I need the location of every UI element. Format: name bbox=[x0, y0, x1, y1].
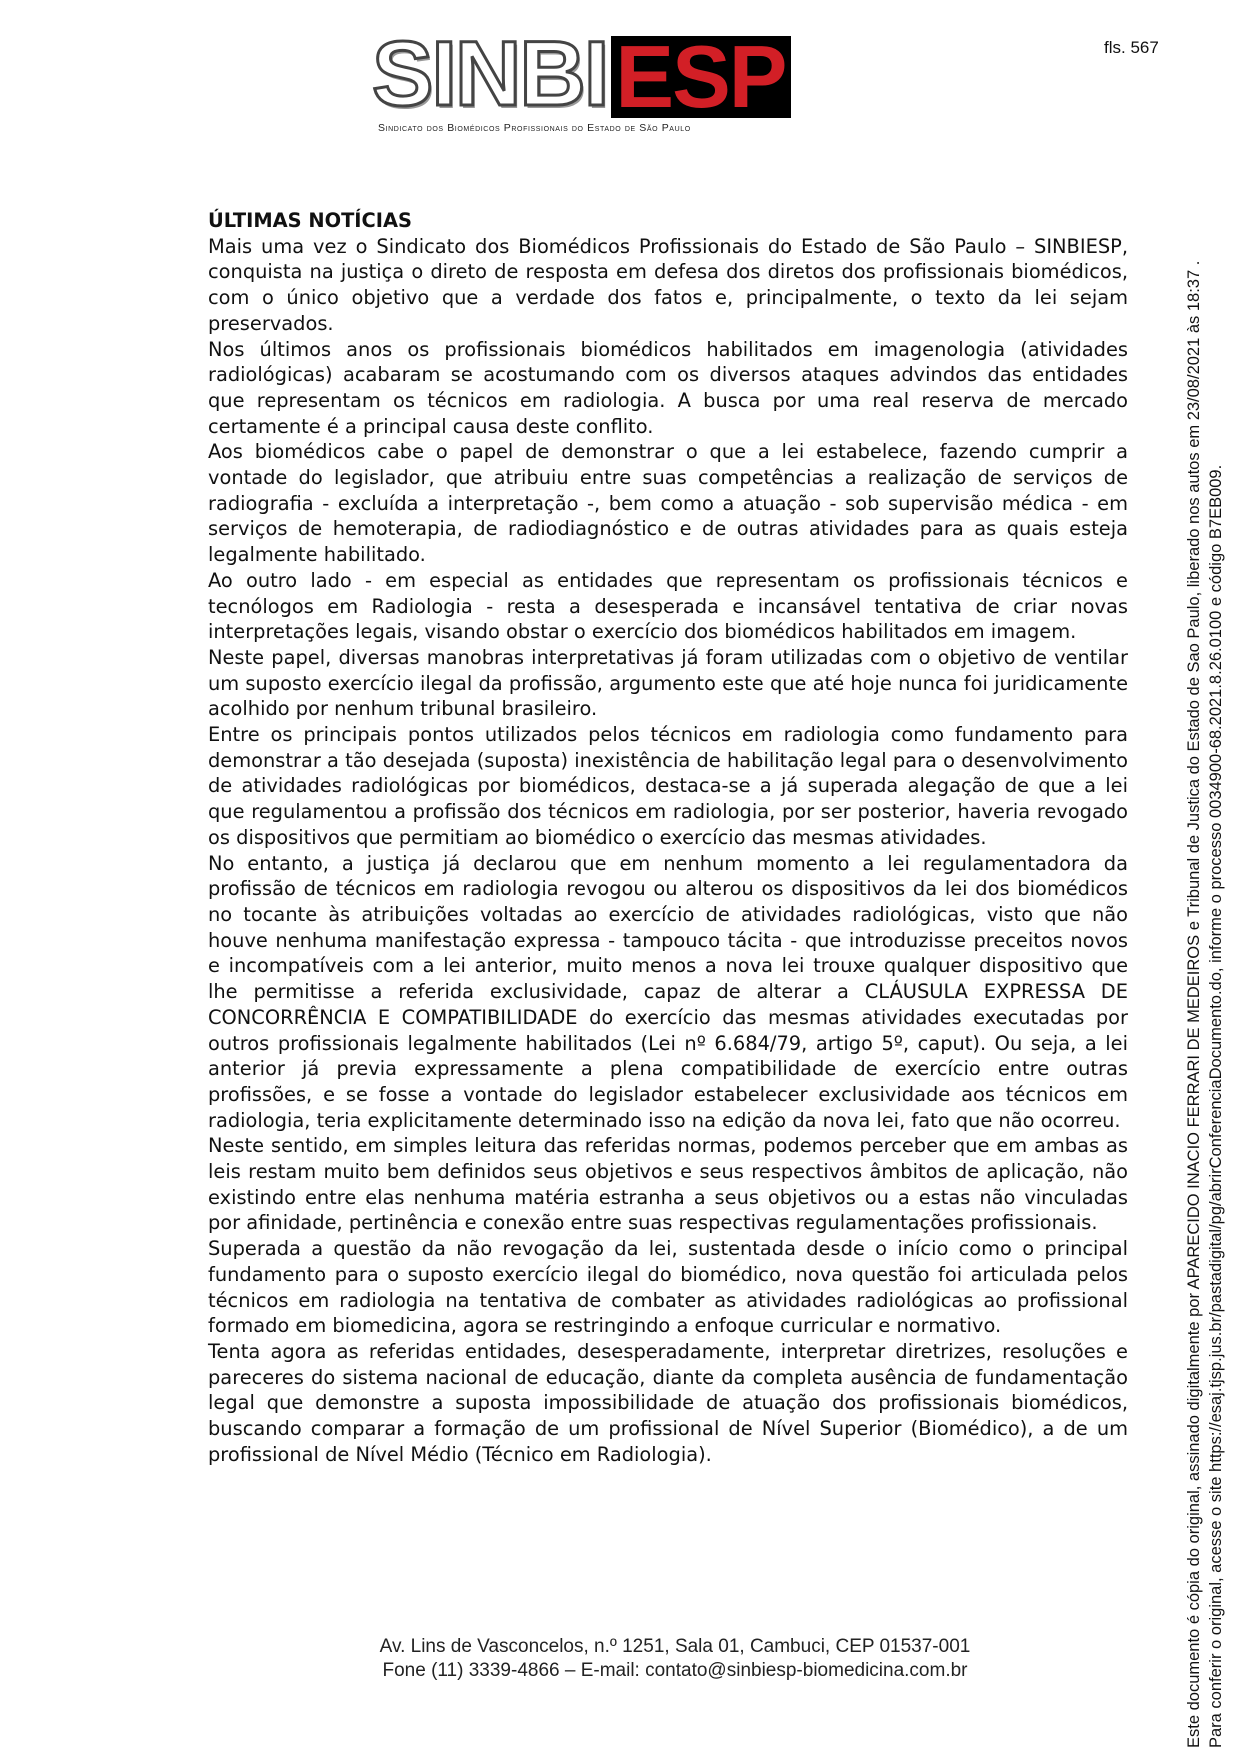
article-paragraph: Tenta agora as referidas entidades, desesperadamente, interpretar diretrizes, resoluções e pareceres do sistema nacional de educação, diante da completa ausência de fundamentação legal que demonstre a suposta impossibilidade de atuação dos profissionais biomédicos, buscando comparar a formação de um profissional de Nível Superior (Biomédico), a de um profissional de Nível Médio (Técnico em Radiologia). bbox=[208, 1339, 1128, 1466]
footer-address: Av. Lins de Vasconcelos, n.º 1251, Sala 01, Cambuci, CEP 01537-001 bbox=[379, 1636, 971, 1657]
footer bbox=[300, 1635, 1050, 1683]
article-title: ÚLTIMAS NOTÍCIAS bbox=[208, 209, 412, 232]
logo-subtitle: Sindicato dos Biomédicos Profissionais do Estado de São Paulo bbox=[378, 122, 691, 134]
sinbiesp-logo bbox=[372, 23, 942, 134]
article-paragraph: Entre os principais pontos utilizados pelos técnicos em radiologia como fundamento para demonstrar a tão desejada (suposta) inexistência de habilitação legal para o desenvolvimento de atividades radiológicas por biomédicos, destaca-se a já superada alegação de que a lei que regulamentou a profissão dos técnicos em radiologia, por ser posterior, haveria revogado os dispositivos que permitiam ao biomédico o exercício das mesmas atividades. bbox=[208, 723, 1128, 849]
article-paragraph: Mais uma vez o Sindicato dos Biomédicos Profissionais do Estado de São Paulo – SINBIESP, conquista na justiça o direto de resposta em defesa dos diretos dos profissionais biomédicos, com o único objetivo que a verdade dos fatos e, principalmente, o texto da lei sejam preservados. bbox=[208, 234, 1128, 335]
article-paragraph: Nos últimos anos os profissionais biomédicos habilitados em imagenologia (atividades radiológicas) acabaram se acostumando com os diversos ataques advindos das entidades que representam os técnicos em radiologia. A busca por uma real reserva de mercado certamente é a principal causa deste conflito. bbox=[208, 337, 1128, 438]
digital-signature-stamp bbox=[1183, 3, 1227, 1748]
logo-word-left: SINBI bbox=[372, 23, 608, 125]
logo-esp-box bbox=[611, 27, 791, 126]
logo-wordmark bbox=[372, 23, 791, 126]
article-paragraph: Neste papel, diversas manobras interpretativas já foram utilizadas com o objetivo de ventilar um suposto exercício ilegal da profissão, argumento este que até hoje nunca foi juridicamente acolhido por nenhum tribunal brasileiro. bbox=[208, 645, 1128, 721]
stamp-line-1: Este documento é cópia do original, assinado digitalmente por APARECIDO INACIO FERRARI DE MEDEIROS e Tribunal de Justica do Estado de Sao Paulo, liberado nos autos em 23/08/2021 às 18:37 . bbox=[1185, 260, 1203, 1748]
footer-contact: Fone (11) 3339-4866 – E-mail: contato@sinbiesp-biomedicina.com.br bbox=[382, 1660, 968, 1681]
article-body bbox=[208, 208, 1128, 1467]
stamp-line-2: Para conferir o original, acesse o site https://esaj.tjsp.jus.br/pastadigital/pg/abrirConferenciaDocumento.do, informe o processo 0034900-68.2021.8.26.0100 e código B7EB009. bbox=[1207, 464, 1225, 1748]
page-number: fls. 567 bbox=[1104, 38, 1159, 57]
article-paragraph: Neste sentido, em simples leitura das referidas normas, podemos perceber que em ambas as leis restam muito bem definidos seus objetivos e seus respectivos âmbitos de aplicação, não existindo entre elas nenhuma matéria estranha a seus objetivos ou a estas não vinculadas por afinidade, pertinência e conexão entre suas respectivas regulamentações profissionais. bbox=[208, 1134, 1128, 1235]
logo-word-right: ESP bbox=[615, 27, 786, 126]
article-paragraph: Superada a questão da não revogação da lei, sustentada desde o início como o principal fundamento para o suposto exercício ilegal do biomédico, nova questão foi articulada pelos técnicos em radiologia na tentativa de combater as atividades radiológicas ao profissional formado em biomedicina, agora se restringindo a enfoque curricular e normativo. bbox=[208, 1237, 1128, 1338]
article-paragraph: No entanto, a justiça já declarou que em nenhum momento a lei regulamentadora da profissão de técnicos em radiologia revogou ou alterou os dispositivos da lei dos biomédicos no tocante às atribuições voltadas ao exercício de atividades radiológicas, visto que não houve nenhuma manifestação expressa - tampouco tácita - que introduzisse preceitos novos e incompatíveis com a lei anterior, muito menos a nova lei trouxe qualquer dispositivo que lhe permitisse a referida exclusividade, capaz de alterar a CLÁUSULA EXPRESSA DE CONCORRÊNCIA E COMPATIBILIDADE do exercício das mesmas atividades executadas por outros profissionais legalmente habilitados (Lei nº 6.684/79, artigo 5º, caput). Ou seja, a lei anterior já previa expressamente a plena compatibilidade de exercício entre outras profissões, e se fosse a vontade do legislador estabelecer exclusividade aos técnicos em radiologia, teria explicitamente determinado isso na edição da nova lei, fato que não ocorreu. bbox=[208, 851, 1128, 1132]
article-paragraph: Ao outro lado - em especial as entidades que representam os profissionais técnicos e tecnólogos em Radiologia - resta a desesperada e incansável tentativa de criar novas interpretações legais, visando obstar o exercício dos biomédicos habilitados em imagem. bbox=[208, 568, 1128, 644]
article-paragraph: Aos biomédicos cabe o papel de demonstrar o que a lei estabelece, fazendo cumprir a vontade do legislador, que atribuiu entre suas competências a realização de serviços de radiografia - excluída a interpretação -, bem como a atuação - sob supervisão médica - em serviços de hemoterapia, de radiodiagnóstico e de outras atividades para as quais esteja legalmente habilitado. bbox=[208, 440, 1128, 567]
